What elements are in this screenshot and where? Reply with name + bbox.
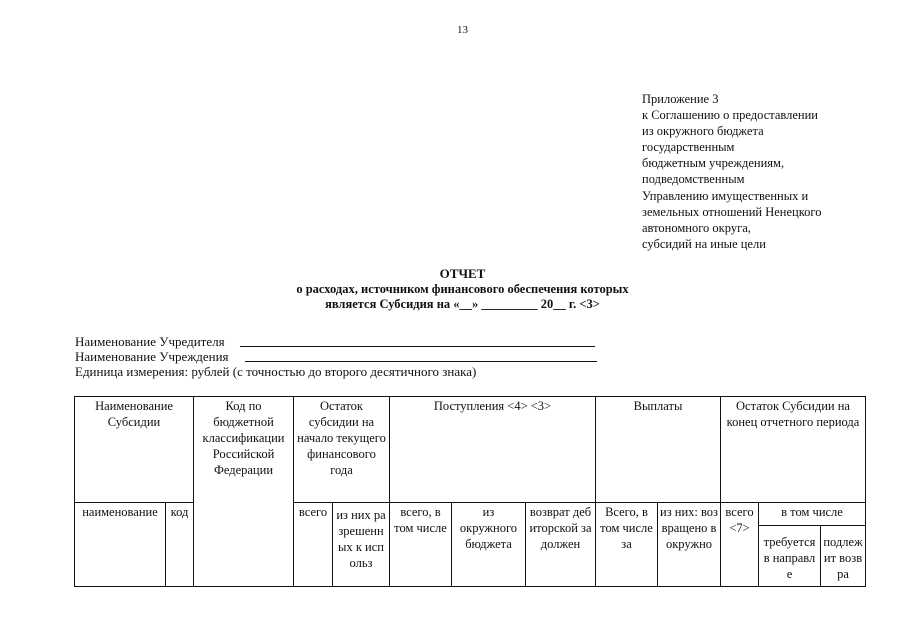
report-title xyxy=(0,266,905,313)
report-subtitle: о расходах, источником финансового обеспечения которых xyxy=(296,281,629,296)
appendix-line: из окружного бюджета xyxy=(642,124,764,139)
col-end-required: требуется в направле xyxy=(759,525,821,586)
col-start-total: всего xyxy=(294,503,333,587)
institution-field[interactable] xyxy=(245,361,597,362)
col-name: наименование xyxy=(75,503,166,587)
appendix-line: земельных отношений Ненецкого xyxy=(642,204,822,219)
header-payments: Выплаты xyxy=(596,397,721,503)
appendix-line: государственным xyxy=(642,140,735,155)
col-payments-total: Всего, в том числе за xyxy=(596,503,658,587)
header-receipts: Поступления <4> <3> xyxy=(390,397,596,503)
page-number: 13 xyxy=(457,24,468,36)
col-kod: код xyxy=(166,503,194,587)
col-receipts-total: всего, в том числе xyxy=(390,503,452,587)
appendix-block xyxy=(642,91,821,252)
header-balance-start: Остаток субсидии на начало текущего финансового года xyxy=(294,397,390,503)
appendix-line: автономного округа, xyxy=(642,220,751,235)
col-end-to-return: подлежит возвра xyxy=(821,525,866,586)
header-budget-code: Код по бюджетной классификации Российской Федерации xyxy=(194,397,294,587)
col-end-including: в том числе xyxy=(759,503,866,526)
appendix-line: субсидий на иные цели xyxy=(642,236,766,251)
report-period: является Субсидия на «__» _________ 20__ г. <3> xyxy=(325,297,600,311)
report-heading: ОТЧЕТ xyxy=(439,266,486,281)
founder-field[interactable] xyxy=(240,346,595,347)
appendix-line: подведомственным xyxy=(642,172,745,187)
col-payments-returned: из них: возвращено в окружно xyxy=(658,503,721,587)
report-table xyxy=(74,396,866,587)
institution-label: Наименование Учреждения xyxy=(75,349,229,364)
col-end-total: всего <7> xyxy=(721,503,759,587)
founder-label: Наименование Учредителя xyxy=(75,334,225,349)
report-fields xyxy=(75,334,476,379)
appendix-line: бюджетным учреждениям, xyxy=(642,156,785,171)
col-start-allowed: из них разрешенных к использ xyxy=(333,503,390,587)
col-debt-return: возврат дебиторской задолжен xyxy=(526,503,596,587)
header-balance-end: Остаток Субсидии на конец отчетного периода xyxy=(721,397,866,503)
appendix-line: Управлению имущественных и xyxy=(642,188,809,203)
col-receipts-district: из окружного бюджета xyxy=(452,503,526,587)
header-subsidy: Наименование Субсидии xyxy=(75,397,194,503)
appendix-line: Приложение 3 xyxy=(642,92,719,106)
unit-label: Единица измерения: рублей (с точностью до второго десятичного знака) xyxy=(75,364,477,379)
appendix-line: к Соглашению о предоставлении xyxy=(642,108,819,123)
